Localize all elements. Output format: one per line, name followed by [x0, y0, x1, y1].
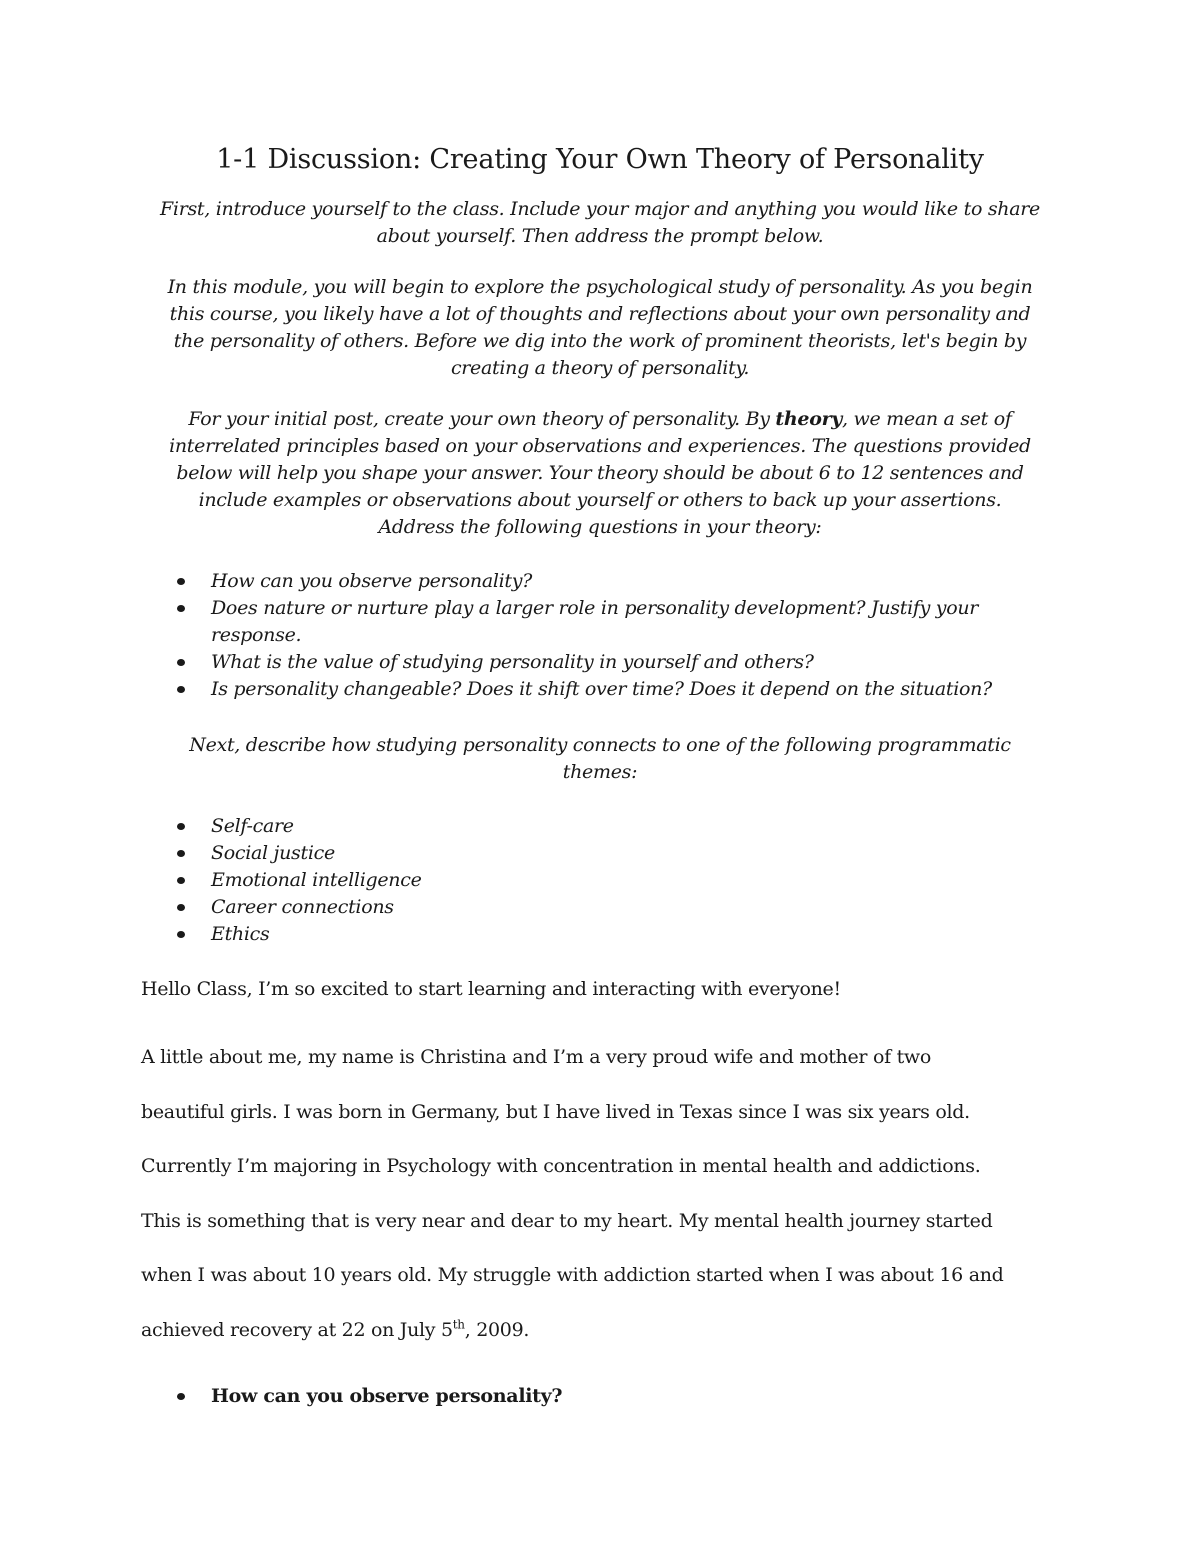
module-paragraph [140, 274, 1060, 382]
initial-post-line: interrelated principles based on your observations and experiences. The questions provided [169, 435, 1031, 457]
response-line: This is something that is very near and dear to my heart. My mental health journey started [141, 1209, 993, 1232]
response-line: achieved recovery at 22 on July 5th, 2009. [141, 1317, 530, 1341]
answer-heading-list [174, 1383, 562, 1410]
module-line: creating a theory of personality. [450, 357, 750, 379]
module-line: this course, you likely have a lot of thoughts and reflections about your own personality and [169, 303, 1031, 325]
list-item: Does nature or nurture play a larger role in personality development? Justify your response. [174, 595, 1054, 649]
answer-heading: How can you observe personality? [174, 1383, 562, 1410]
list-item: How can you observe personality? [174, 568, 1054, 595]
list-item: Social justice [174, 840, 1054, 867]
page-title: 1-1 Discussion: Creating Your Own Theory of Personality [216, 144, 984, 175]
themes-list [174, 813, 1054, 948]
response-paragraph [141, 1030, 1061, 1357]
list-item: Self-care [174, 813, 1054, 840]
initial-post-line: Address the following questions in your theory: [378, 516, 822, 538]
module-line: the personality of others. Before we dig into the work of prominent theorists, let's begin by [173, 330, 1027, 352]
list-item: Ethics [174, 921, 1054, 948]
response-line: beautiful girls. I was born in Germany, but I have lived in Texas since I was six years old. [141, 1100, 970, 1123]
next-paragraph [140, 732, 1060, 786]
response-line: A little about me, my name is Christina and I’m a very proud wife and mother of two [141, 1046, 932, 1068]
theory-term: theory [775, 408, 843, 430]
greeting-text: Hello Class, I’m so excited to start learning and interacting with everyone! [141, 978, 841, 1000]
module-line: In this module, you will begin to explore the psychological study of personality. As you begin [167, 276, 1033, 298]
list-item: Is personality changeable? Does it shift over time? Does it depend on the situation? [174, 676, 1054, 703]
list-item: What is the value of studying personality in yourself and others? [174, 649, 1054, 676]
list-item: Emotional intelligence [174, 867, 1054, 894]
initial-post-line: For your initial post, create your own theory of personality. By theory, we mean a set of [188, 408, 1012, 430]
intro-paragraph [140, 196, 1060, 250]
initial-post-line: below will help you shape your answer. Your theory should be about 6 to 12 sentences and [176, 462, 1024, 484]
initial-post-paragraph [140, 406, 1060, 541]
response-line: Currently I’m majoring in Psychology with concentration in mental health and addictions. [141, 1155, 981, 1177]
list-item: Career connections [174, 894, 1054, 921]
intro-line: First, introduce yourself to the class. Include your major and anything you would like to share [160, 198, 1040, 220]
response-line: when I was about 10 years old. My struggle with addiction started when I was about 16 and [141, 1264, 1004, 1286]
initial-post-line: include examples or observations about yourself or others to back up your assertions. [198, 489, 1002, 511]
questions-list [174, 568, 1054, 703]
next-line: Next, describe how studying personality connects to one of the following programmatic [189, 734, 1011, 756]
intro-line: about yourself. Then address the prompt below. [376, 225, 824, 247]
next-line: themes: [562, 761, 638, 783]
